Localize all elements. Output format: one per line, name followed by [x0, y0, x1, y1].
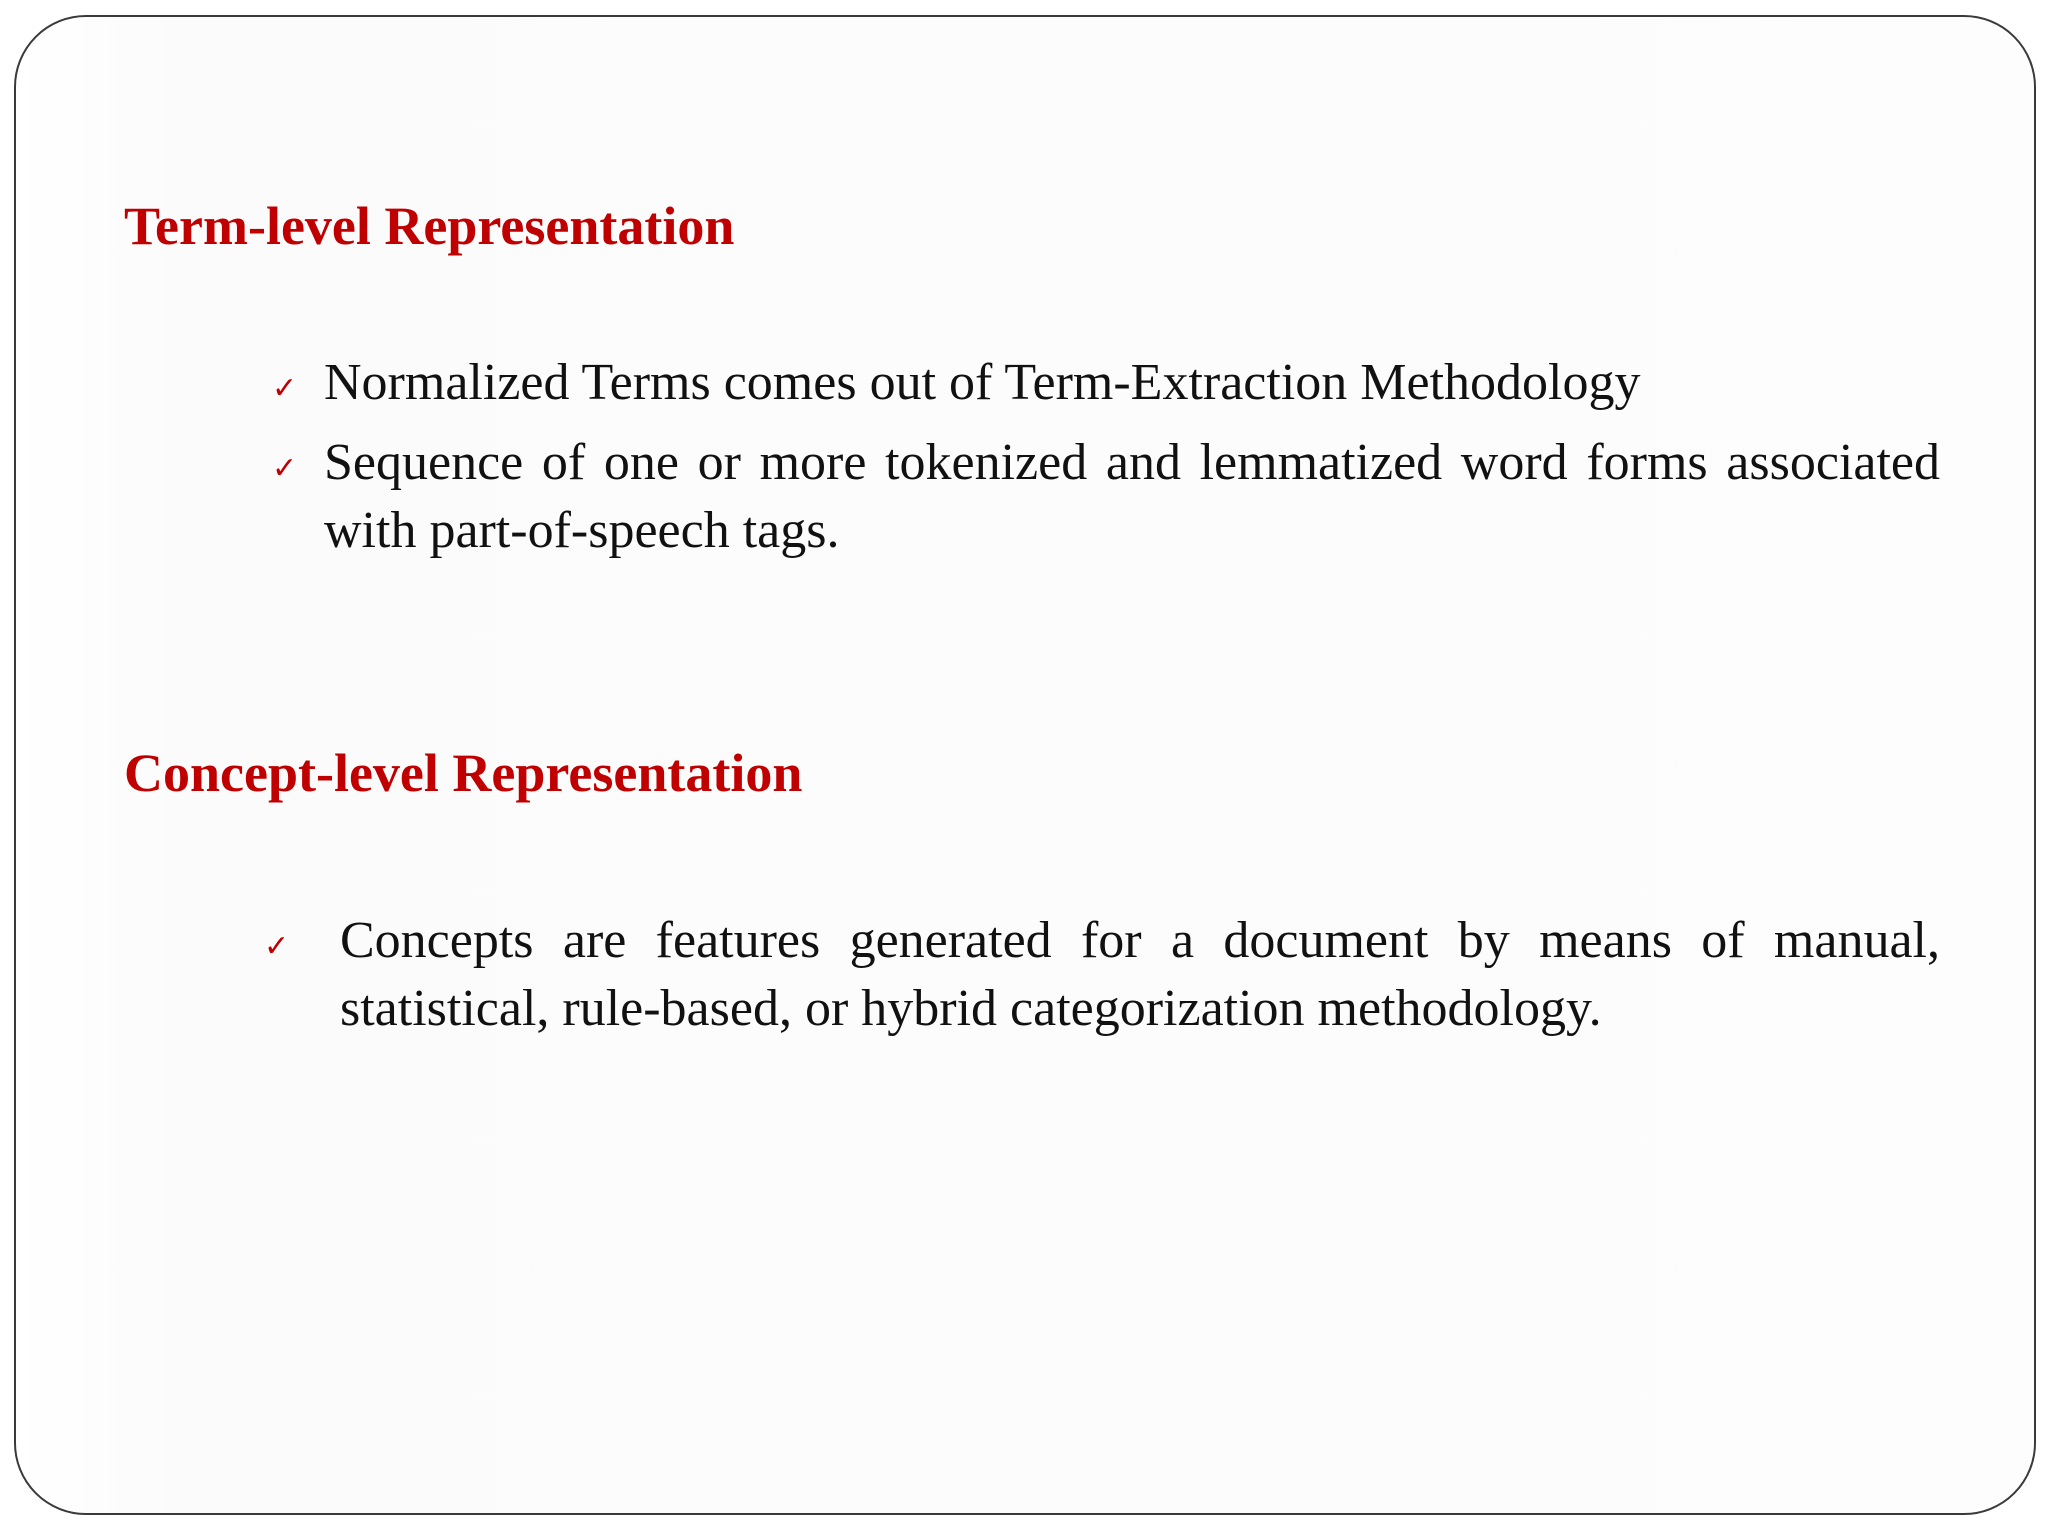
bullet-list-concept-level [264, 907, 1940, 1043]
checkmark-icon: ✓ [272, 451, 298, 486]
checkmark-icon: ✓ [264, 929, 290, 964]
bullet-item [272, 349, 1940, 417]
bullet-text: Sequence of one or more tokenized and lemmatized word forms associated with part-of-speech tags. [324, 434, 1940, 559]
section-heading-term-level: Term-level Representation [124, 196, 735, 256]
section-heading-concept-level: Concept-level Representation [124, 743, 803, 803]
checkmark-icon: ✓ [272, 371, 298, 406]
bullet-text: Normalized Terms comes out of Term-Extraction Methodology [324, 354, 1641, 411]
bullet-list-term-level [272, 349, 1940, 577]
bullet-text: Concepts are features generated for a document by means of manual, statistical, rule-based, or hybrid categorization methodology. [340, 912, 1940, 1037]
slide [14, 15, 2036, 1515]
bullet-item [272, 429, 1940, 565]
bullet-item [264, 907, 1940, 1043]
